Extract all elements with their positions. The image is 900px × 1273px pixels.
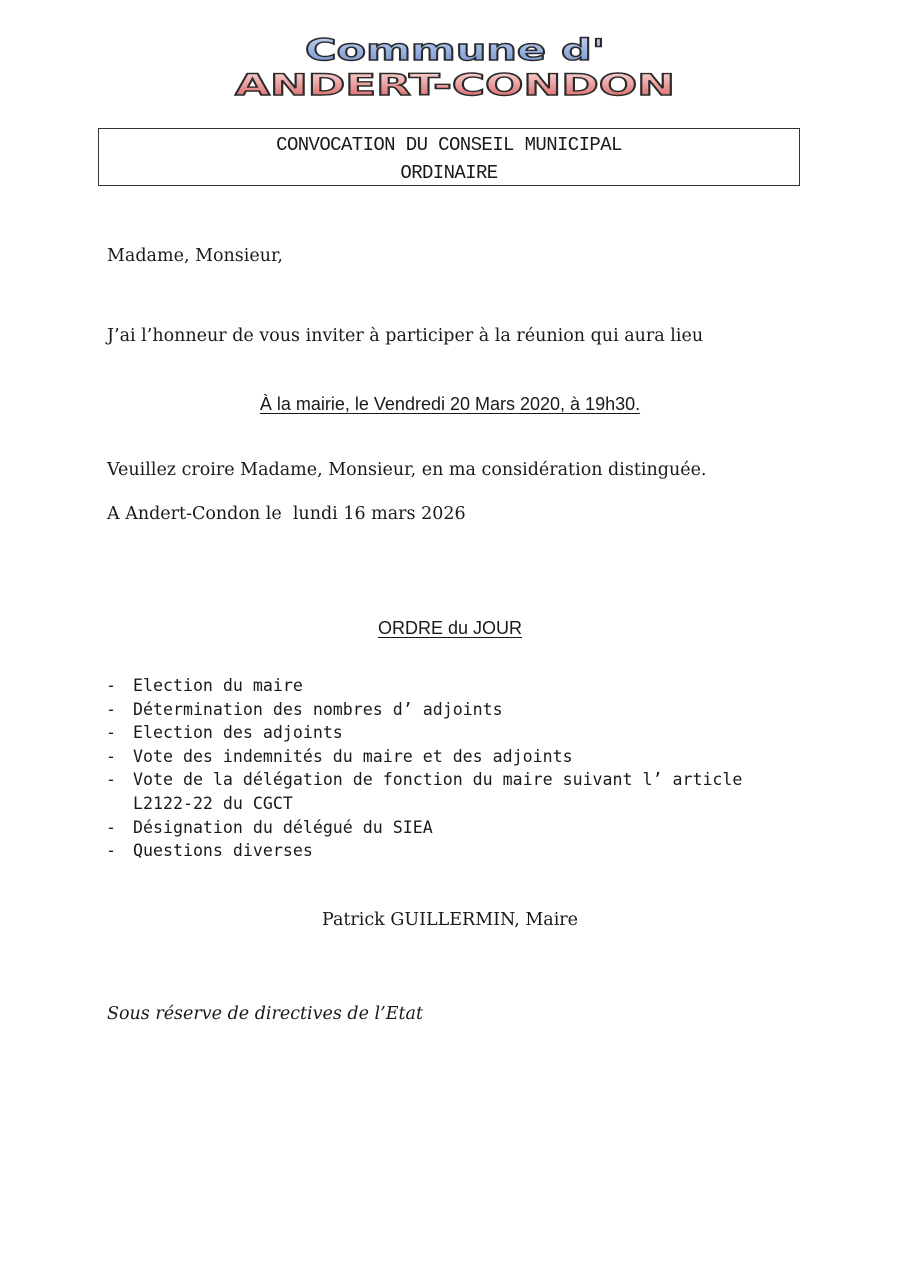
logo-line-1: Commune d' — [305, 36, 605, 67]
list-item: - Election du maire — [106, 676, 303, 695]
greeting: Madame, Monsieur, — [107, 246, 283, 266]
place-date: A Andert-Condon le lundi 16 mars 2026 — [107, 504, 466, 524]
list-item: - Vote de la délégation de fonction du maire suivant l’ article L2122-22 du CGCT — [106, 770, 753, 813]
list-item: - Vote des indemnités du maire et des adjoints — [106, 746, 573, 766]
title-box — [98, 128, 800, 186]
logo-line-2: ANDERT-CONDON — [235, 68, 675, 102]
meeting-details: À la mairie, le Vendredi 20 Mars 2020, à 19h30. — [259, 394, 641, 414]
list-item: - Détermination des nombres d’ adjoints — [106, 699, 503, 719]
title-line-2: ORDINAIRE — [400, 162, 498, 184]
invitation-text: J’ai l’honneur de vous inviter à participer à la réunion qui aura lieu — [107, 326, 704, 346]
title-line-1: CONVOCATION DU CONSEIL MUNICIPAL — [276, 134, 622, 156]
list-item: - Désignation du délégué du SIEA — [106, 817, 433, 837]
list-item: - Election des adjoints — [106, 723, 343, 743]
commune-logo — [225, 36, 685, 102]
agenda-list — [106, 674, 806, 863]
reserve-note: Sous réserve de directives de l’Etat — [107, 1004, 423, 1024]
list-item: - Questions diverses — [106, 841, 313, 861]
agenda-heading: ORDRE du JOUR — [377, 618, 523, 638]
closing-text: Veuillez croire Madame, Monsieur, en ma considération distinguée. — [107, 460, 707, 480]
signature: Patrick GUILLERMIN, Maire — [321, 910, 579, 930]
